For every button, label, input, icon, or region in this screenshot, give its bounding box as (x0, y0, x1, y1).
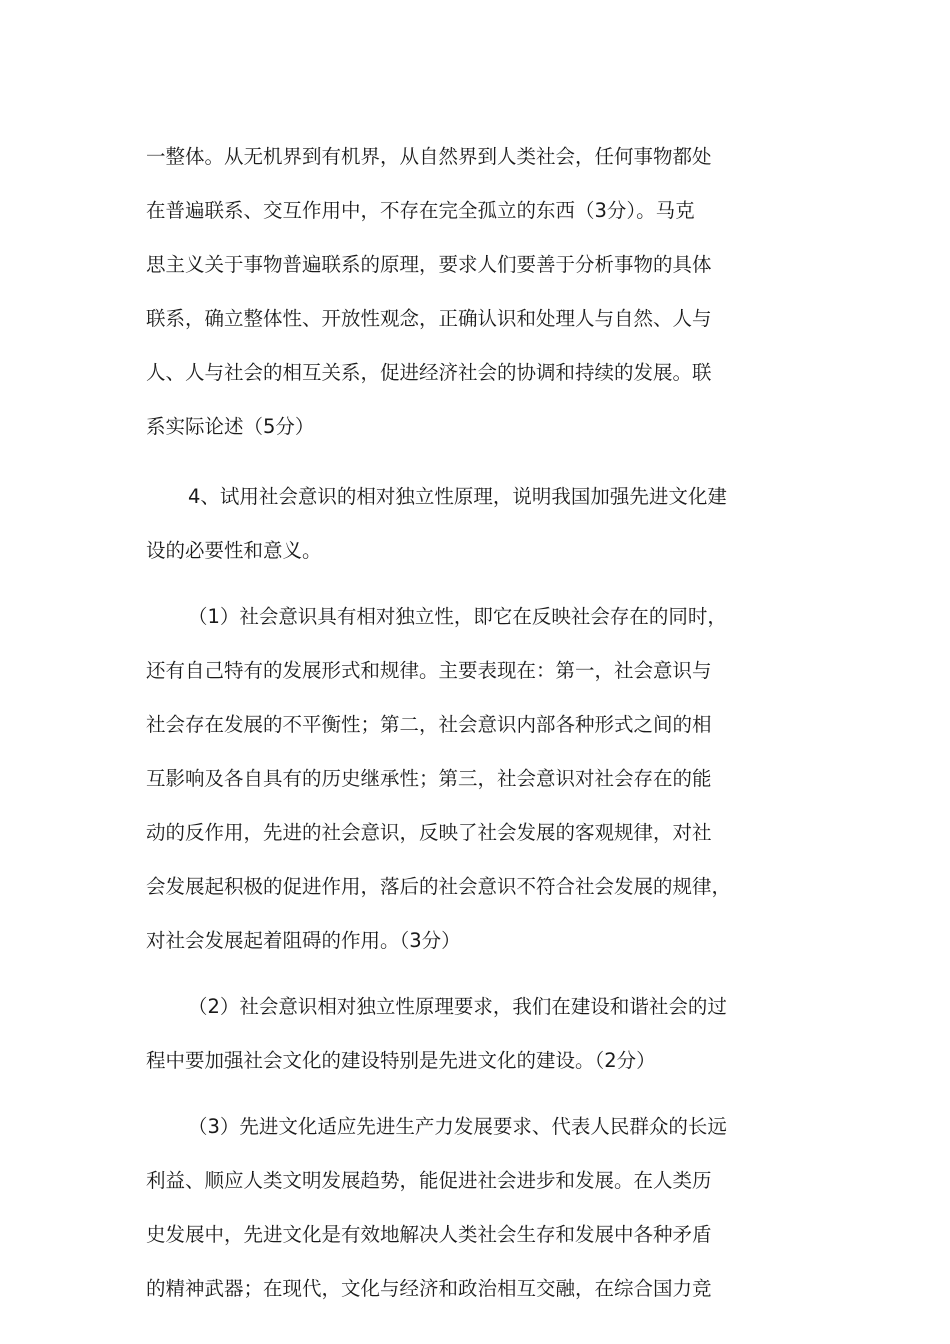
answer-line: 还有自己特有的发展形式和规律。主要表现在：第一，社会意识与 (146, 659, 712, 682)
answer-line: （2）社会意识相对独立性原理要求，我们在建设和谐社会的过 (188, 995, 727, 1018)
answer-line: 互影响及各自具有的历史继承性；第三，社会意识对社会存在的能 (146, 767, 712, 790)
text-line: 人、人与社会的相互关系，促进经济社会的协调和持续的发展。联 (146, 361, 712, 384)
text-line: 联系，确立整体性、开放性观念，正确认识和处理人与自然、人与 (146, 307, 712, 330)
answer-line: 程中要加强社会文化的建设特别是先进文化的建设。（2分） (146, 1049, 656, 1072)
answer-line: （3）先进文化适应先进生产力发展要求、代表人民群众的长远 (188, 1115, 727, 1138)
question-line: 设的必要性和意义。 (146, 539, 322, 562)
answer-line: 利益、顺应人类文明发展趋势，能促进社会进步和发展。在人类历 (146, 1169, 712, 1192)
answer-line: 会发展起积极的促进作用，落后的社会意识不符合社会发展的规律， (146, 875, 732, 898)
text-line: 系实际论述（5分） (146, 415, 315, 438)
answer-line: 对社会发展起着阻碍的作用。（3分） (146, 929, 461, 952)
text-line: 一整体。从无机界到有机界，从自然界到人类社会，任何事物都处 (146, 145, 712, 168)
answer-line: 史发展中，先进文化是有效地解决人类社会生存和发展中各种矛盾 (146, 1223, 712, 1246)
answer-line: 社会存在发展的不平衡性；第二，社会意识内部各种形式之间的相 (146, 713, 712, 736)
text-line: 在普遍联系、交互作用中，不存在完全孤立的东西（3分）。马克 (146, 199, 695, 222)
answer-line: 的精神武器；在现代，文化与经济和政治相互交融，在综合国力竞 (146, 1277, 712, 1300)
text-line: 思主义关于事物普遍联系的原理，要求人们要善于分析事物的具体 (146, 253, 712, 276)
question-line: 4、试用社会意识的相对独立性原理，说明我国加强先进文化建 (188, 485, 727, 508)
answer-line: （1）社会意识具有相对独立性，即它在反映社会存在的同时， (188, 605, 727, 628)
answer-line: 动的反作用，先进的社会意识，反映了社会发展的客观规律，对社 (146, 821, 712, 844)
